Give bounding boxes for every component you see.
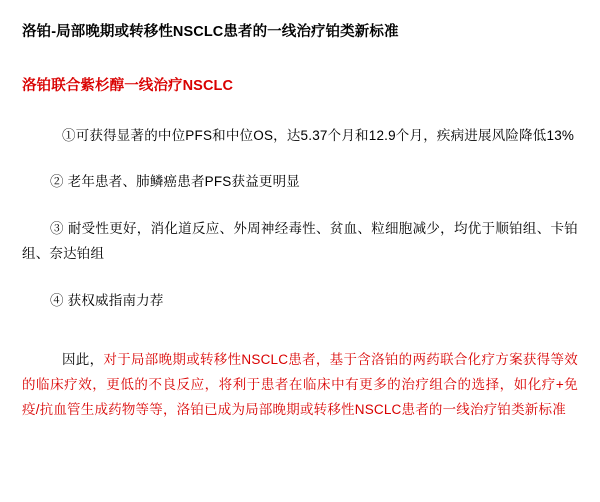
list-item: ①可获得显著的中位PFS和中位OS，达5.37个月和12.9个月，疾病进展风险降低13% bbox=[62, 127, 575, 143]
conclusion-lead: 因此， bbox=[62, 352, 104, 368]
list-item: ② 老年患者、肺鳞癌患者PFS获益更明显 bbox=[50, 174, 301, 190]
page-title: 洛铂-局部晚期或转移性NSCLC患者的一线治疗铂类新标准 bbox=[22, 24, 399, 40]
conclusion-highlight: 对于局部晚期或转移性NSCLC患者，基于含洛铂的两药联合化疗方案获得等效的临床疗效，更低的不良反应，将利于患者在临床中有更多的治疗组合的选择，如化疗+免疫/抗血管生成药物等等，洛铂已成为局部晚期或转移性NSCLC患者的一线治疗铂类新标准 bbox=[22, 352, 578, 418]
list-item: ③ 耐受性更好，消化道反应、外周神经毒性、贫血、粒细胞减少，均优于顺铂组、卡铂组、奈达铂组 bbox=[22, 221, 578, 262]
points-list bbox=[22, 124, 578, 315]
list-item: ④ 获权威指南力荐 bbox=[50, 293, 164, 309]
section-heading: 洛铂联合紫杉醇一线治疗NSCLC bbox=[22, 77, 234, 94]
conclusion-paragraph bbox=[22, 348, 578, 423]
